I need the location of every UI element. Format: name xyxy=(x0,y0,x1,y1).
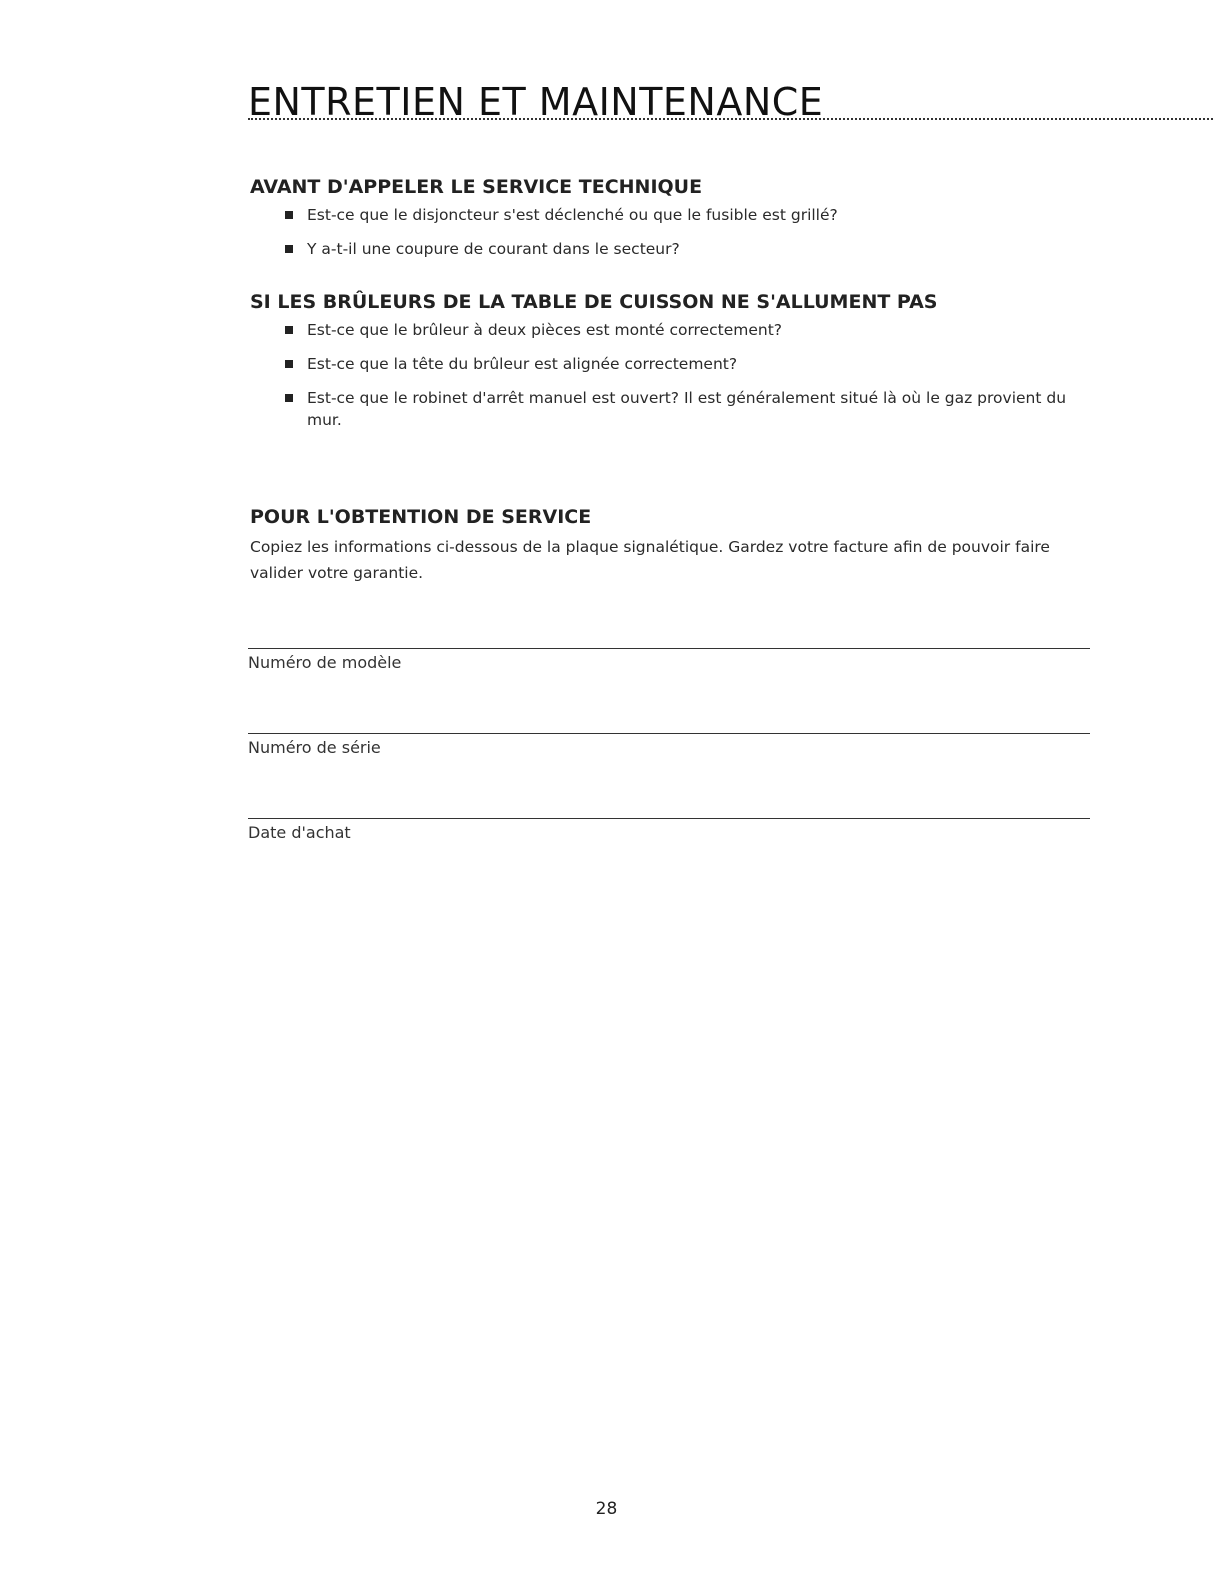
section-burners xyxy=(250,291,1100,443)
write-in-line xyxy=(248,818,1090,819)
list-item xyxy=(285,238,1100,260)
field-label: Numéro de série xyxy=(248,738,381,757)
write-in-line xyxy=(248,733,1090,734)
serial-number-field[interactable] xyxy=(248,733,1090,757)
list-item xyxy=(285,353,1100,375)
field-label: Numéro de modèle xyxy=(248,653,402,672)
square-bullet-icon xyxy=(285,245,293,253)
bullet-list xyxy=(250,319,1100,431)
section-heading: POUR L'OBTENTION DE SERVICE xyxy=(250,506,592,528)
section-heading: AVANT D'APPELER LE SERVICE TECHNIQUE xyxy=(250,176,703,198)
instructions-text: Copiez les informations ci-dessous de la plaque signalétique. Gardez votre facture afin de pouvoir faire valider votre garantie. xyxy=(250,538,1050,582)
purchase-date-field[interactable] xyxy=(248,818,1090,842)
list-item-text: Est-ce que le brûleur à deux pièces est monté correctement? xyxy=(307,321,783,339)
list-item-text: Y a-t-il une coupure de courant dans le secteur? xyxy=(307,240,680,258)
model-number-field[interactable] xyxy=(248,648,1090,672)
list-item-text: Est-ce que la tête du brûleur est alignée correctement? xyxy=(307,355,738,373)
square-bullet-icon xyxy=(285,211,293,219)
bullet-list xyxy=(250,204,1100,260)
write-in-line xyxy=(248,648,1090,649)
list-item xyxy=(285,319,1100,341)
field-label: Date d'achat xyxy=(248,823,351,842)
square-bullet-icon xyxy=(285,360,293,368)
square-bullet-icon xyxy=(285,394,293,402)
list-item xyxy=(285,387,1100,431)
section-heading: SI LES BRÛLEURS DE LA TABLE DE CUISSON NE S'ALLUMENT PAS xyxy=(250,291,938,313)
page-title: ENTRETIEN ET MAINTENANCE xyxy=(248,80,824,124)
list-item-text: Est-ce que le robinet d'arrêt manuel est ouvert? Il est généralement situé là où le gaz provient du mur. xyxy=(307,389,1067,429)
section-obtain-service xyxy=(250,506,1100,586)
title-underline xyxy=(248,118,1213,120)
list-item-text: Est-ce que le disjoncteur s'est déclenché ou que le fusible est grillé? xyxy=(307,206,838,224)
list-item xyxy=(285,204,1100,226)
square-bullet-icon xyxy=(285,326,293,334)
page-number: 28 xyxy=(595,1499,618,1519)
section-before-service xyxy=(250,176,1100,272)
